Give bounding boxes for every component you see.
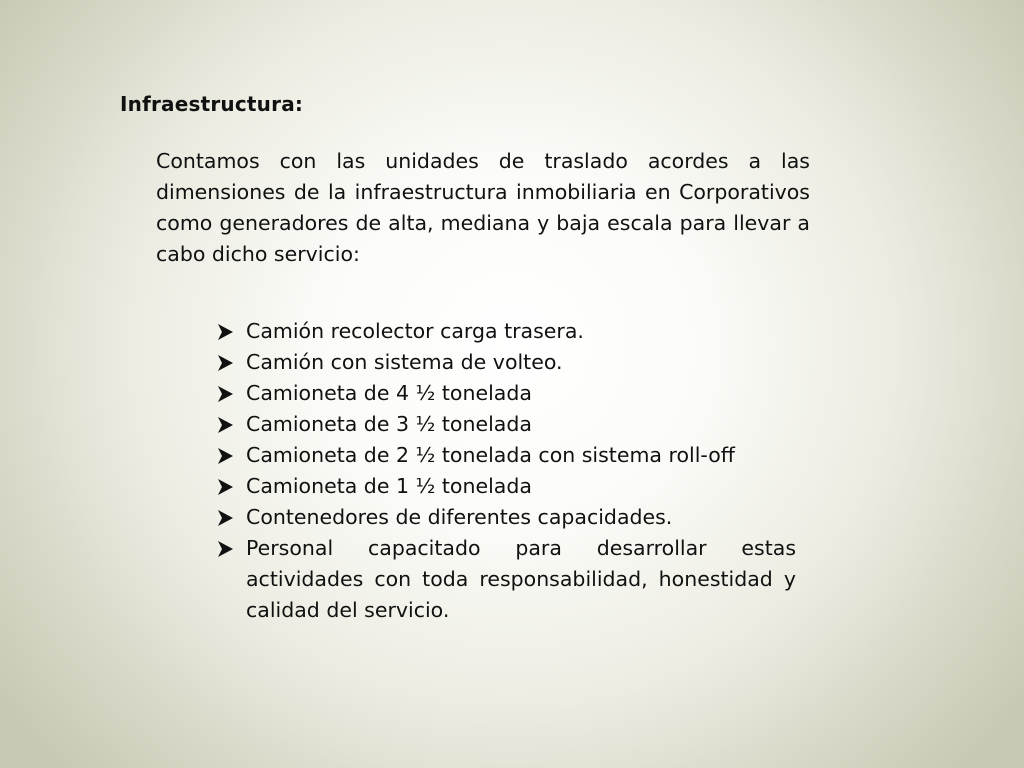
list-item-text: Contenedores de diferentes capacidades.	[246, 505, 673, 529]
list-item	[214, 378, 796, 409]
arrowhead-bullet-icon	[216, 533, 236, 564]
arrowhead-bullet-icon	[216, 378, 236, 409]
intro-paragraph: Contamos con las unidades de traslado acordes a las dimensiones de la infraestructura inmobiliaria en Corporativos como generadores de alta, mediana y baja escala para llevar a cabo dicho servicio:	[156, 149, 810, 266]
slide-heading: Infraestructura:	[120, 92, 304, 116]
list-item-text: Camioneta de 2 ½ tonelada con sistema roll-off	[246, 443, 735, 467]
list-item-text: Camioneta de 3 ½ tonelada	[246, 412, 532, 436]
arrowhead-bullet-icon	[216, 440, 236, 471]
arrowhead-bullet-icon	[216, 409, 236, 440]
arrowhead-bullet-icon	[216, 502, 236, 533]
list-item	[214, 409, 796, 440]
list-item	[214, 533, 796, 626]
list-item	[214, 347, 796, 378]
list-item-text: Personal capacitado para desarrollar estas actividades con toda responsabilidad, honestidad y calidad del servicio.	[246, 536, 796, 622]
list-item	[214, 440, 796, 471]
list-item-text: Camioneta de 1 ½ tonelada	[246, 474, 532, 498]
list-item	[214, 316, 796, 347]
list-item	[214, 502, 796, 533]
list-item-text: Camión recolector carga trasera.	[246, 319, 584, 343]
bullet-list	[214, 316, 796, 626]
list-item-text: Camioneta de 4 ½ tonelada	[246, 381, 532, 405]
arrowhead-bullet-icon	[216, 347, 236, 378]
list-item-text: Camión con sistema de volteo.	[246, 350, 563, 374]
list-item	[214, 471, 796, 502]
arrowhead-bullet-icon	[216, 316, 236, 347]
arrowhead-bullet-icon	[216, 471, 236, 502]
